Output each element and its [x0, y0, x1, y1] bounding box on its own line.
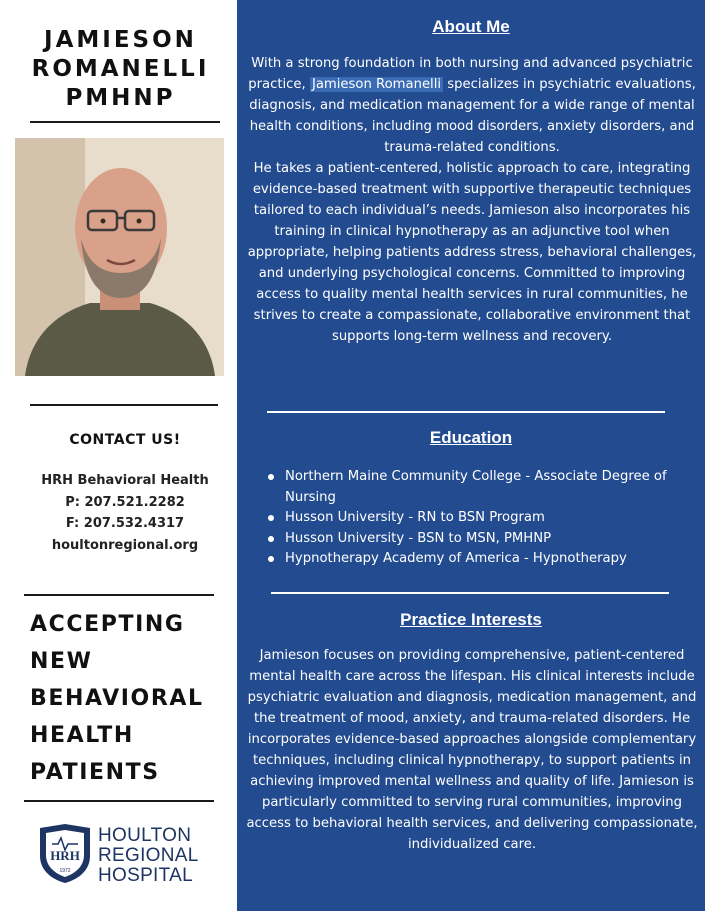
- provider-name: [18, 26, 223, 113]
- education-heading: Education: [429, 428, 513, 447]
- about-paragraph: [243, 53, 701, 347]
- divider: [30, 121, 220, 123]
- practice-paragraph: Jamieson focuses on providing comprehensive, patient-centered mental health care across the lifespan. His clinical interests include psychiatric evaluation and diagnosis, medication management, and the treatment of mood, anxiety, and trauma-related disorders. He incorporates evidence-based approaches alongside complementary techniques, including clinical hypnotherapy, to support patients in achieving improved mental wellness and quality of life. Jamieson is particularly committed to serving rural communities, improving access to behavioral health services, and delivering compassionate, individualized care.: [246, 648, 698, 852]
- highlighted-name: Jamieson Romanelli: [311, 77, 442, 92]
- provider-photo: [15, 138, 224, 376]
- accepting-patients-banner: [30, 606, 230, 791]
- contact-phone[interactable]: P: 207.521.2282: [65, 494, 185, 510]
- divider: [24, 800, 214, 802]
- hospital-shield-icon: [36, 822, 94, 884]
- banner-line: NEW: [30, 649, 93, 674]
- portrait-illustration: [15, 138, 224, 376]
- contact-fax: F: 207.532.4317: [65, 516, 185, 531]
- divider: [267, 411, 665, 413]
- banner-line: ACCEPTING: [30, 612, 185, 637]
- about-text: With a strong foundation in both nursing and advanced psychiatric practice,: [248, 56, 693, 92]
- hospital-logo: [36, 822, 206, 897]
- name-line: ROMANELLI: [31, 56, 210, 82]
- divider: [24, 594, 214, 596]
- contact-title: CONTACT US!: [69, 432, 181, 448]
- contact-website-link[interactable]: houltonregional.org: [51, 537, 199, 553]
- logo-line: REGIONAL: [98, 845, 199, 866]
- logo-year: 1972: [59, 868, 71, 874]
- about-heading: About Me: [432, 17, 510, 36]
- logo-wordmark: [98, 826, 199, 886]
- name-line: PMHNP: [65, 85, 176, 111]
- banner-line: BEHAVIORAL: [30, 686, 204, 711]
- education-item: Hypnotherapy Academy of America - Hypnotherapy: [267, 549, 697, 570]
- logo-line: HOSPITAL: [98, 865, 193, 886]
- banner-line: HEALTH: [30, 723, 134, 748]
- right-panel: [237, 0, 705, 911]
- contact-organization: HRH Behavioral Health: [41, 473, 209, 488]
- divider: [271, 592, 669, 594]
- about-text-2: He takes a patient-centered, holistic approach to care, integrating evidence-based treatment with supportive therapeutic techniques tailored to each individual’s needs. Jamieson also incorporates his training in clinical hypnotherapy as an adjunctive tool when appropriate, helping patients address stress, behavioral challenges, and underlying psychological concerns. Committed to improving access to quality mental health services in rural communities, he strives to create a compassionate, collaborative environment that supports long-term wellness and recovery.: [247, 161, 697, 344]
- practice-heading: Practice Interests: [400, 610, 542, 629]
- about-text: specializes in psychiatric evaluations, diagnosis, and medication management for a wide range of mental health conditions, including mood disorders, anxiety disorders, and trauma-related conditions.: [249, 77, 696, 155]
- education-item: Northern Maine Community College - Associate Degree of Nursing: [267, 467, 697, 508]
- left-column: [0, 0, 237, 911]
- logo-monogram: HRH: [50, 848, 80, 863]
- name-line: JAMIESON: [44, 27, 197, 53]
- divider: [30, 404, 218, 406]
- banner-line: PATIENTS: [30, 760, 160, 785]
- education-item: Husson University - BSN to MSN, PMHNP: [267, 529, 697, 550]
- logo-line: HOULTON: [98, 825, 192, 846]
- education-list: [267, 467, 697, 570]
- contact-info: [20, 470, 230, 556]
- education-item: Husson University - RN to BSN Program: [267, 508, 697, 529]
